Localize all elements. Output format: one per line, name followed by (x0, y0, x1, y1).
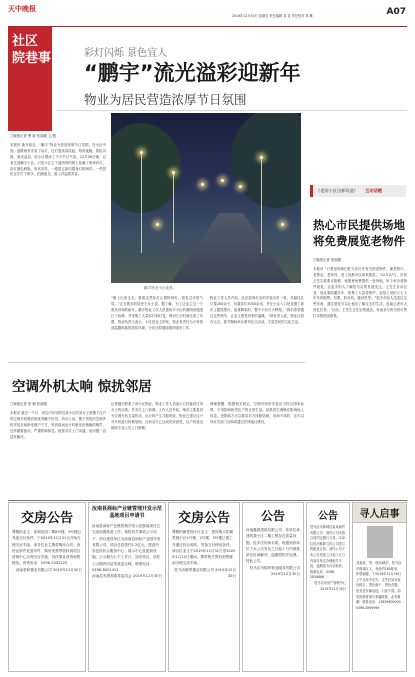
ad-public-notice-1 (242, 502, 304, 672)
main-byline: □晚报记者 曹 颖 张丽媛 文/图 (10, 134, 56, 138)
article2-body-text-3: 律师提醒，根据相关规定，空调外机的安装应当符合国家标准，不得影响相邻住户的正常生活。如果因空调噪音影响他人休息，受影响方可以要求对方排除妨碍，协商不成的，还可以向有关部门反映或通过法律途径维权。 (210, 402, 304, 424)
main-kicker: 彩灯闪烁 景色宜人 (84, 48, 168, 59)
ad-body: 尊敬的业主：泰和花园二期8号楼、9号楼已具备交付条件，于2019年12月31日开始办理交房手续。请各位业主携带购房合同、身份证原件及复印件、购房发票等资料到项目营销中心办理交房手续，具体事宜请咨询售楼处。咨询电话：0396-3332222 (12, 530, 82, 566)
main-body-col2 (111, 296, 203, 359)
section-line1: 社区 (12, 34, 39, 49)
ad-handover-notice-1 (8, 502, 86, 672)
right-topic-tag: 互动话题 (365, 188, 382, 193)
seek-body: 刘某某，男，现年68岁，驻马店市驿城区人，身高约165厘米，体型偏瘦，于2019年12月26日上午从家中走失，走失时身穿灰色棉衣、黑色裤子、黑色布鞋，患有老年痴呆症，口齿不清。如有知情者请与家属联系，必有重谢！联系电话：13839600000 0396-2899999 (356, 561, 402, 610)
right-topic-label: 《老旧小区这样改造》 (316, 188, 358, 193)
ad-title: 交房公告 (20, 511, 73, 526)
right-body-text: 本报讯 “只要是和咱们驻马店历史有关的老物件，像老照片、老票证、老家具、老工具都可以拿来展览。”12月27日，市民王先生联系本报称，他愿意免费提供一处场地，用于举办老物件展览，让更多的人了解驻马店的发展变迁。王先生告诉记者，他从事收藏多年，收集了大量老物件，包括上世纪六七十年代的粮票、布票、收音机、缝纫机等。“很多年轻人没见过这些东西，通过展览可以让他们了解过去的生活，也能让老年人回忆往昔。”目前，王先生正在征集展品，有意参与的市民可拨打本报热线联系。 (313, 266, 407, 319)
ad-footer: 汝南县发展和改革委员会 2019年12月30日 (92, 574, 162, 579)
ad-title: 公告 (260, 509, 285, 523)
main-body-col3 (210, 296, 304, 359)
newspaper-masthead (8, 6, 48, 13)
page-number: A07 (386, 7, 406, 17)
ad-body: 尊敬的御景园小区业主：您所购买的御景园小区1号楼、2号楼、3号楼已竣工并通过综合验收，具备交付使用条件。请各位业主于2019年12月31日至2020年1月10日期间，携带相关资料到售楼部办理交房手续。 (172, 530, 236, 566)
section-line2: 院巷事 (12, 51, 52, 66)
main-subhead: 物业为居民营造浓厚节日氛围 (84, 92, 247, 107)
main-body-text-1: 本报讯 新年临近，“鹏宇”物业为营造浓厚节日氛围，在小区中庭、道路两旁安装了彩灯，红灯笼高高挂起，每到夜晚，霓虹闪烁，流光溢彩，给小区增添了不少节日气氛。12月26日晚，记者走进鹏宇小区，只见小区主干道两旁的树上挂满了串串彩灯，彩灯颜色鲜艳、形状各异，一眼望去如同置身灯的海洋，一些居民正在灯下散步、拍照留念，脸上洋溢着笑容。 (10, 142, 106, 177)
ad-project-application (88, 502, 166, 672)
article2-body-text-2: 记者随后联系了该小区物业，物业工作人员表示已经接到过刘女士的反映，并多次上门协调。工作人员介绍，噪音主要是因为空调外机支架松动，运行时产生共振所致，物业已建议住户对外机进行检修加固。目前双方已达成初步意见，住户同意近期请专业人员上门维修。 (111, 402, 203, 430)
right-topic-bar (310, 185, 406, 197)
seek-title: 寻人启事 (353, 503, 406, 523)
article2-body-col3 (210, 402, 304, 497)
main-body-text-2: “晚上出来走走，看着这些彩灯心情特别好，很有过年的气氛。”正在散步的居民王女士说。据了解，为了让业主过一个欢乐祥和的新年，鹏宇物业工作人员提前对小区的照明设施进行了检修，并采购了大量彩灯和灯笼，利用几天时间完成了布置。物业负责人表示，小区是业主的家，物业有责任为大家营造温馨和谐的居住环境，今后还将继续做好服务工作。 (111, 296, 203, 330)
masthead-name: 天中晚报 (8, 5, 36, 13)
ad-footer: 驻马店市房产管理中心 2019年12月30日 (314, 580, 346, 591)
photo-caption: 鹏宇物业小区夜景。 (144, 286, 177, 290)
header-meta: 2019年12月30日 星期五 责任编辑 刘 炎 责任校对 郑 琳 (232, 14, 313, 18)
ad-title: 交房公告 (177, 511, 230, 526)
section-label (8, 27, 52, 131)
ad-footer: 河南泰和置业有限公司 2019年12月30日 (15, 567, 82, 572)
ad-body: 驻马店市驿城区某某商贸有限公司：因你公司未按合同约定履行义务，本单位依法解除与你公司签订的租赁合同，请你公司于本公告见报之日起十五日内到本单位办理相关手续，逾期视为自动放弃。联系电话：0396-2816666 (310, 525, 346, 580)
right-article-body (313, 258, 407, 496)
ad-body: 汝南县商标产业链管理开发示范基地项目已完成前期准备工作，现将有关事项公示如下：项目建设单位为汝南县商标产业园开发有限公司，项目总投资约1.2亿元，建设内容包括综合服务中心、展示中心及配套设施。公示期为七个工作日，如有异议，请在公示期内向县发改委反映。联系电话：0396-8022412 (92, 524, 161, 573)
header-divider (56, 110, 407, 111)
ad-title: 汝南县商标产业链管理开发示范基地项目申请书 (91, 506, 162, 519)
right-article-title: 热心市民提供场地 将免费展览老物件 (313, 218, 405, 248)
ad-public-notice-2 (306, 502, 350, 672)
main-body-text-3: 物业工作人员介绍，此次装饰灯光的安装历时一周，共悬挂红灯笼200余个，布置彩灯3000余米，并在小区入口处设置了新年主题造型灯，夜幕降临时，整个小区灯火辉煌。“我们希望通过这些细节，让业主感受到家的温暖。”该负责人说，物业还将在元旦、春节期间举办系列社区活动，丰富居民的文化生活。 (210, 296, 304, 324)
ad-body: 河南鑫源建筑有限公司：你单位承建的我小区二期工程存在质量问题，经多次协商未果，现通知你单位于本公告发布之日起十日内到我单位协商解决，逾期将依法处理。特此公告。 (246, 528, 300, 564)
ad-footer: 驻马店市锦华物业服务有限公司 2019年12月30日 (249, 565, 300, 577)
article2-divider (8, 362, 305, 363)
night-street-photo (111, 113, 301, 283)
ad-footer: 驻马店御景置业有限公司 2019年12月30日 (174, 567, 236, 579)
main-headline: “鹏宇”流光溢彩迎新年 (84, 61, 301, 85)
article2-title: 空调外机太响 惊扰邻居 (12, 379, 152, 395)
article2-body-col1 (10, 402, 106, 497)
ad-handover-notice-2 (168, 502, 240, 672)
main-body-col1 (10, 134, 106, 359)
missing-person-photo (367, 526, 393, 558)
ads-divider (8, 500, 407, 501)
article2-body-text-1: 本报讯 最近一个月，家住汽车站附近某小区的刘女士被楼下住户的空调外机噪音困扰得睡不好觉。刘女士说，楼下邻居的空调外机安装在她卧室窗户下方，每到夜间运行时就发出嗡嗡的响声，还伴随着振动，严重影响休息。她曾多次上门沟通，但问题一直没有解决。 (10, 410, 106, 439)
ad-title: 公告 (318, 511, 338, 522)
article2-byline: □晚报记者 张 颖 张丽媛 (10, 402, 47, 406)
ad-missing-person (352, 502, 407, 672)
right-byline: □晚报记者 张丽媛 (313, 258, 342, 262)
article2-body-col2 (111, 402, 203, 497)
top-rule (8, 26, 407, 27)
